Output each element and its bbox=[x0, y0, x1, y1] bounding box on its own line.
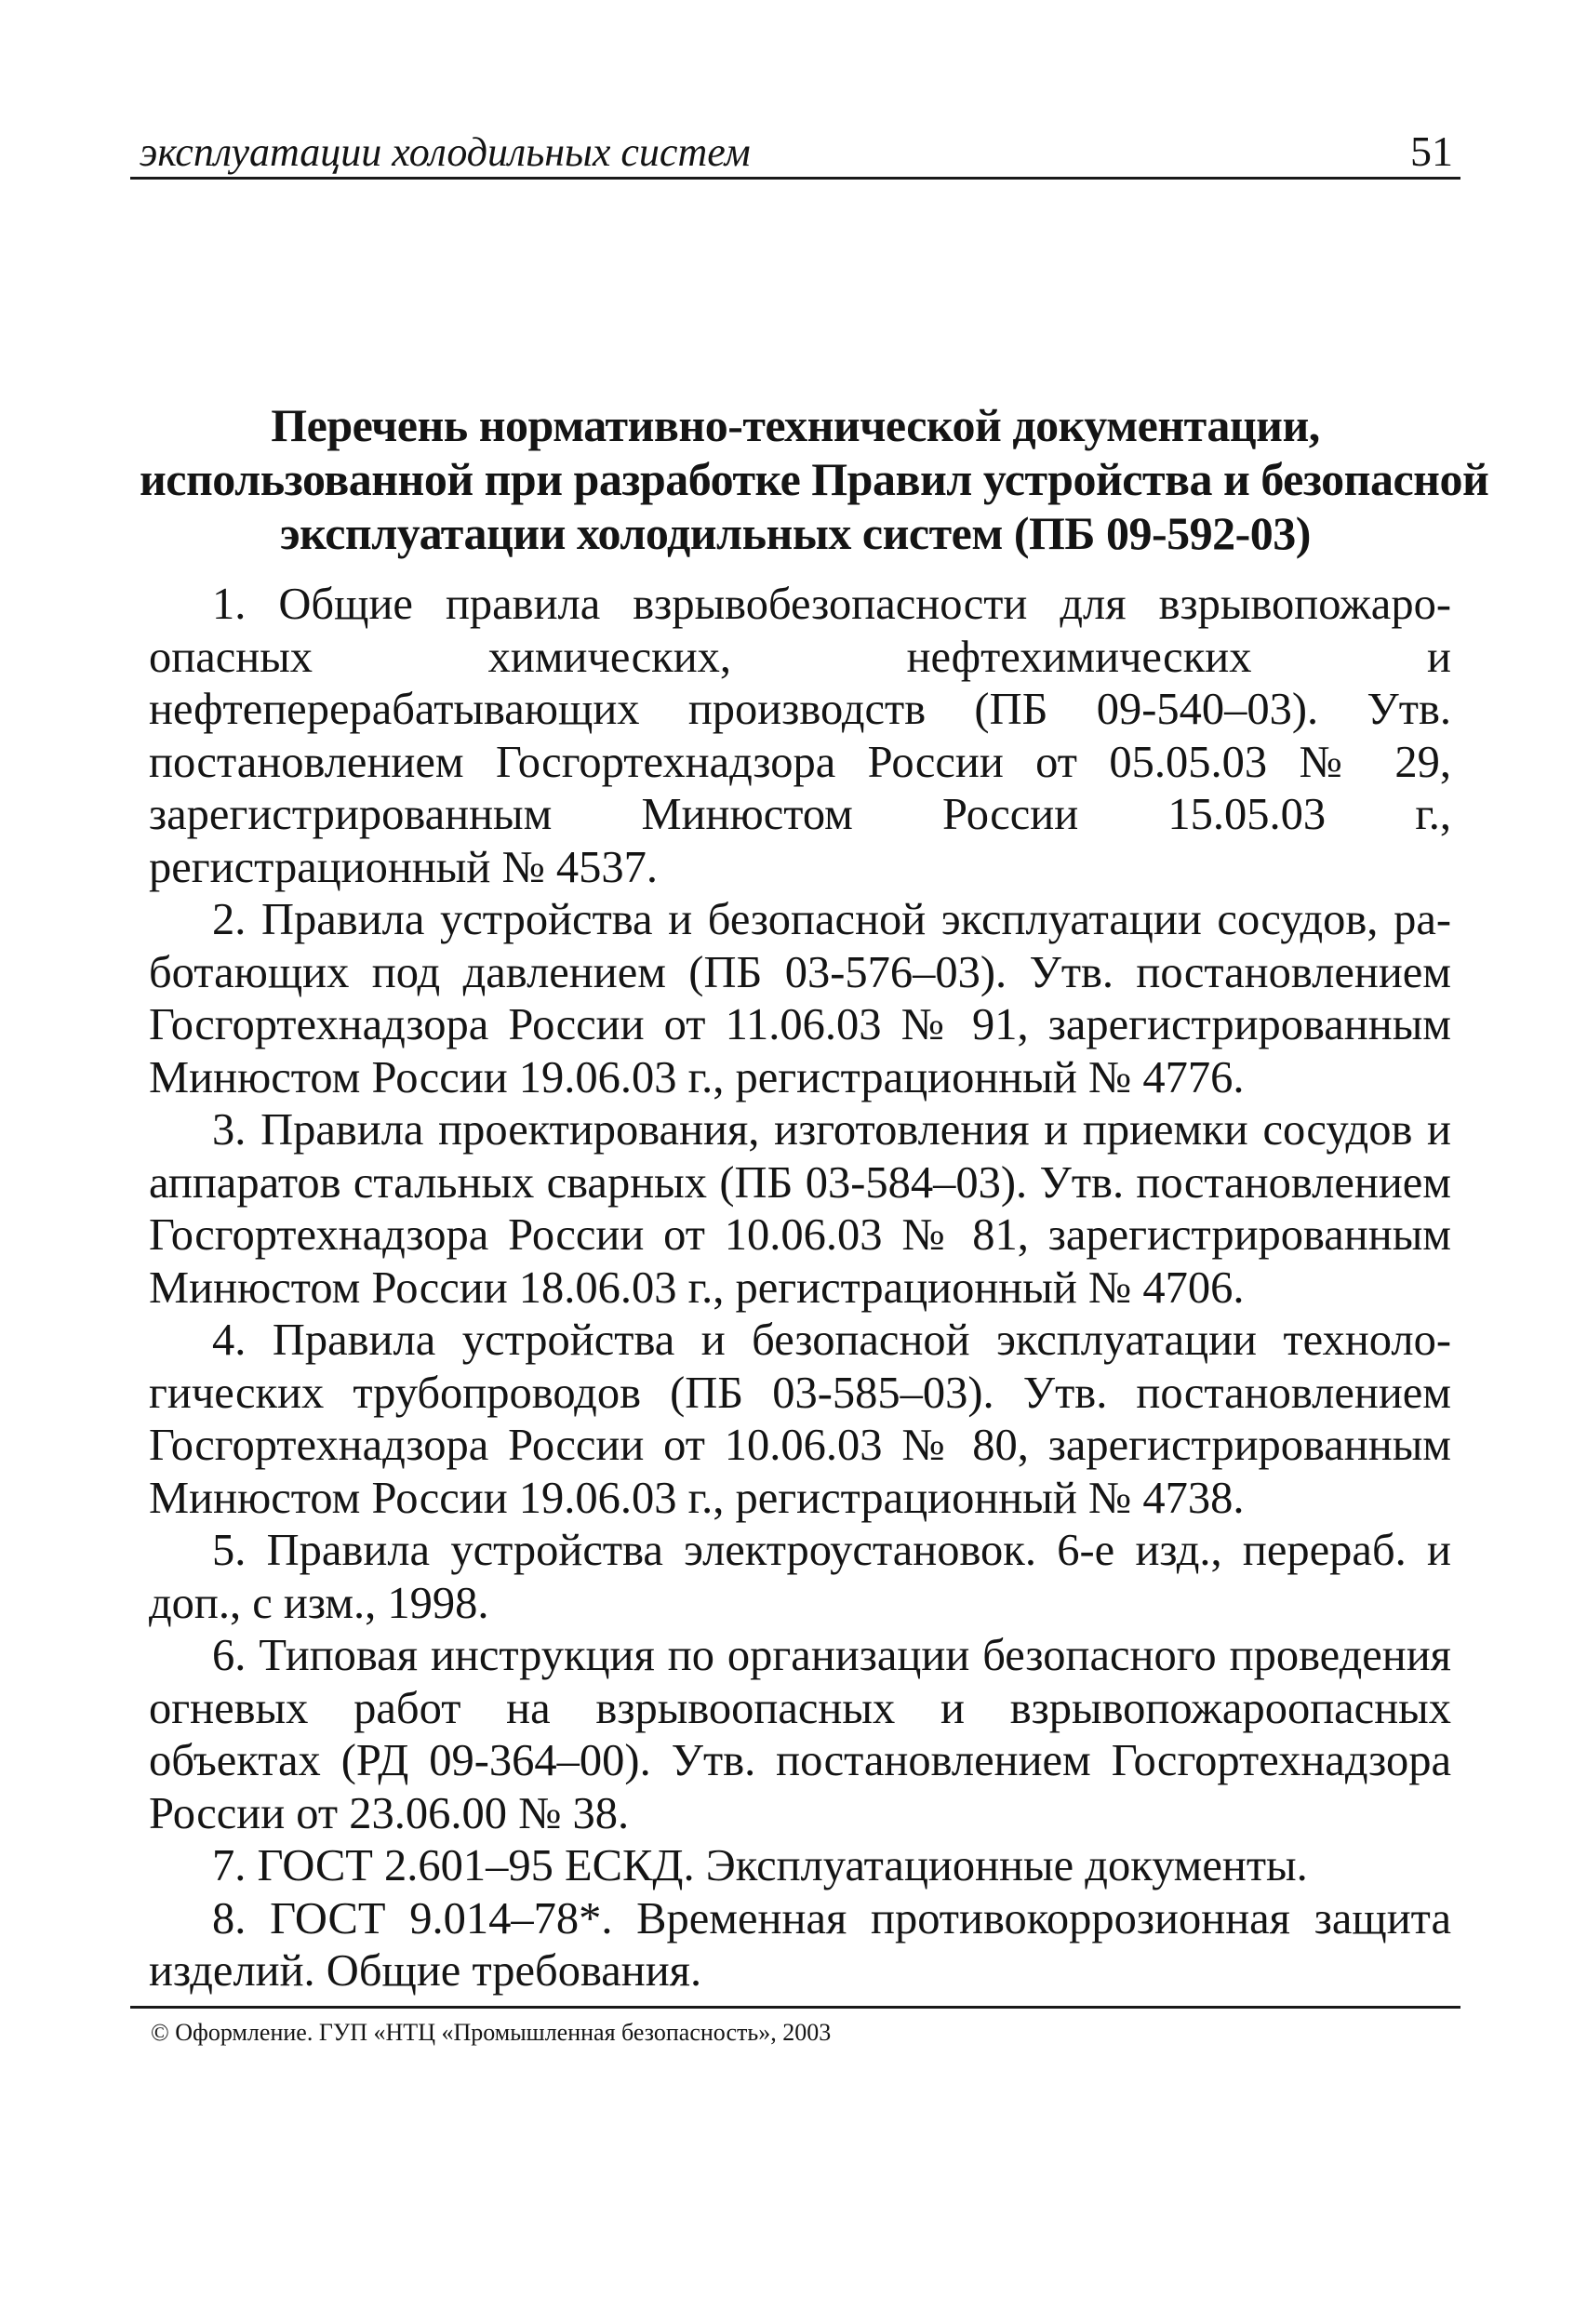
reference-item: 3. Правила проектирования, изготовления и приемки сосудов и аппаратов стальных сварных (ПБ 03-584–03). Утв. постановлением Госгортехнадзора России от 10.06.03 № 81, зарегистрированным Минюстом России 18.06.03 г., регистрационный № 4706. bbox=[149, 1105, 1451, 1313]
reference-item: 6. Типовая инструкция по организации безопасного проведения огневых работ на взрывоопасных и взрывопожароопасных объектах (РД 09-364–00). Утв. постановлением Госгортехнадзора России от 23.06.00 № 38. bbox=[149, 1631, 1451, 1838]
running-header-title: эксплуатации холодильных систем bbox=[140, 129, 751, 175]
reference-item: 8. ГОСТ 9.014–78*. Временная противокоррозионная защита изделий. Общие требования. bbox=[149, 1893, 1451, 1996]
document-title-line: Перечень нормативно-технической документации, bbox=[271, 399, 1320, 451]
reference-item: 7. ГОСТ 2.601–95 ЕСКД. Эксплуатационные документы. bbox=[212, 1841, 1308, 1890]
document-title-line: эксплуатации холодильных систем (ПБ 09-592-03) bbox=[280, 507, 1311, 559]
document-title-line: использованной при разработке Правил устройства и безопасной bbox=[140, 453, 1489, 505]
reference-item: 4. Правила устройства и безопасной эксплуатации технологических трубопроводов (ПБ 03-585–03). Утв. постановлением Госгортехнадзора России от 10.06.03 № 80, зарегистрированным Минюстом России 19.06.03 г., регистрационный № 4738. bbox=[149, 1316, 1451, 1523]
copyright-notice: © Оформление. ГУП «НТЦ «Промышленная безопасность», 2003 bbox=[151, 2019, 832, 2046]
running-header bbox=[130, 119, 1460, 180]
document-title bbox=[140, 398, 1489, 560]
reference-list bbox=[149, 579, 1451, 1998]
page-number: 51 bbox=[1410, 127, 1453, 175]
page-footer bbox=[130, 2006, 1460, 2048]
reference-item: 5. Правила устройства электроустановок. 6-е изд., перераб. и доп., с изм., 1998. bbox=[149, 1526, 1451, 1628]
reference-item: 1. Общие правила взрывобезопасности для взрывопожароопасных химических, нефтехимических и нефтеперерабатывающих производств (ПБ 09-540–03). Утв. постановлением Госгортехнадзора России от 05.05.03 № 29, зарегистрированным Минюстом России 15.05.03 г., регистрационный № 4537. bbox=[149, 580, 1451, 892]
reference-item: 2. Правила устройства и безопасной эксплуатации сосудов, работающих под давлением (ПБ 03-576–03). Утв. постановлением Госгортехнадзора России от 11.06.03 № 91, зарегистрированным Минюстом России 19.06.03 г., регистрационный № 4776. bbox=[149, 895, 1451, 1102]
